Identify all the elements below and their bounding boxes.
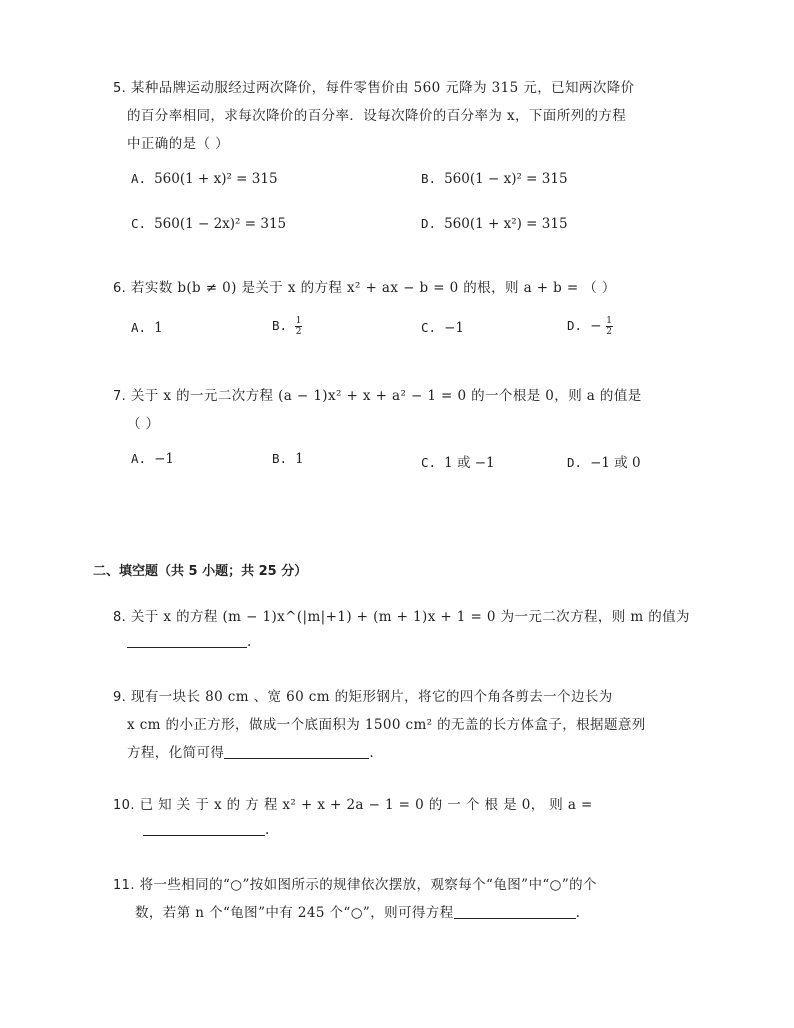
q5-line2: 的百分率相同，求每次降价的百分率．设每次降价的百分率为 x，下面所列的方程 xyxy=(127,108,627,124)
q9-answer-blank[interactable] xyxy=(224,744,369,759)
option-label: D. xyxy=(421,216,437,231)
q5-number: 5. xyxy=(113,81,127,96)
option-text: −1 xyxy=(154,451,174,467)
option-text: 560(1 + x)² = 315 xyxy=(154,171,278,187)
q10-answer-row xyxy=(143,821,269,838)
option-label: C. xyxy=(421,320,437,335)
option-label: D. xyxy=(567,455,583,470)
q6-number: 6. xyxy=(113,281,127,296)
q5-option-d[interactable] xyxy=(421,216,568,232)
q9-number: 9. xyxy=(113,690,127,705)
option-text: 1 xyxy=(295,451,304,467)
option-text: −1 xyxy=(444,320,464,336)
q11-line1 xyxy=(113,873,597,893)
minus-sign: − xyxy=(590,318,602,334)
q10-answer-blank[interactable] xyxy=(143,821,265,836)
q7-option-d[interactable] xyxy=(567,451,641,471)
q7-text-1: 关于 x 的一元二次方程 (a − 1)x² + x + a² − 1 = 0 的一个根是 0，则 a 的值是 xyxy=(130,388,642,404)
q5-option-a[interactable] xyxy=(131,171,278,187)
fraction-denominator: 2 xyxy=(295,327,302,337)
q6-line1 xyxy=(113,276,616,296)
fraction xyxy=(606,316,613,337)
option-text: 560(1 + x²) = 315 xyxy=(444,216,568,232)
q5-option-b[interactable] xyxy=(421,171,568,187)
option-label: B. xyxy=(421,171,437,186)
q7-option-a[interactable] xyxy=(131,451,174,467)
q11-number: 11. xyxy=(113,878,135,893)
q8-answer-row xyxy=(127,633,251,650)
section-heading: 二、填空题（共 5 小题；共 25 分） xyxy=(93,564,308,579)
fraction-denominator: 2 xyxy=(606,327,613,337)
option-text: 560(1 − x)² = 315 xyxy=(444,171,568,187)
q7-option-c[interactable] xyxy=(421,451,495,471)
q10-number: 10. xyxy=(113,798,135,813)
q6-option-a[interactable] xyxy=(131,320,163,336)
option-text: −1 或 0 xyxy=(590,455,641,471)
q5-line3: 中正确的是（ ） xyxy=(127,136,229,152)
q7-line2: （ ） xyxy=(127,416,160,432)
q11-line2 xyxy=(135,901,580,921)
option-label: B. xyxy=(272,451,288,466)
option-label: C. xyxy=(131,216,147,231)
q9-line3 xyxy=(127,741,374,761)
q5-option-c[interactable] xyxy=(131,216,286,232)
q9-text-3: 方程，化简可得 xyxy=(127,745,225,761)
fraction xyxy=(295,316,302,337)
q7-option-b[interactable] xyxy=(272,451,304,467)
q8-number: 8. xyxy=(113,610,127,625)
q10-text-1: 已 知 关 于 x 的 方 程 x² + x + 2a − 1 = 0 的 一 个 根 是 0， 则 a = xyxy=(139,797,593,813)
q10-end: . xyxy=(265,822,270,838)
q8-line1 xyxy=(113,605,690,625)
q9-text-1: 现有一块长 80 cm 、宽 60 cm 的矩形钢片，将它的四个角各剪去一个边长为 xyxy=(130,689,613,705)
q6-option-c[interactable] xyxy=(421,320,464,336)
q9-line2: x cm 的小正方形，做成一个底面积为 1500 cm² 的无盖的长方体盒子，根据题意列 xyxy=(127,717,646,733)
q8-answer-blank[interactable] xyxy=(127,633,247,648)
q7-line1 xyxy=(113,384,642,404)
option-label: A. xyxy=(131,171,147,186)
option-text: 560(1 − 2x)² = 315 xyxy=(154,216,287,232)
q6-option-d[interactable] xyxy=(567,316,613,337)
fraction-numerator: 1 xyxy=(295,316,302,326)
fraction-numerator: 1 xyxy=(606,316,613,326)
q9-line1 xyxy=(113,685,613,705)
option-label: A. xyxy=(131,320,147,335)
option-text: 1 或 −1 xyxy=(444,455,495,471)
q11-text-2: 数，若第 n 个“龟图”中有 245 个“○”，则可得方程 xyxy=(135,905,454,921)
option-label: B. xyxy=(272,318,288,333)
option-label: D. xyxy=(567,318,583,333)
q10-line1 xyxy=(113,793,593,813)
q5-text-1: 某种品牌运动服经过两次降价，每件零售价由 560 元降为 315 元，已知两次降价 xyxy=(130,80,635,96)
option-label: C. xyxy=(421,455,437,470)
option-label: A. xyxy=(131,451,147,466)
q6-text-1: 若实数 b(b ≠ 0) 是关于 x 的方程 x² + ax − b = 0 的根，则 a + b = （ ） xyxy=(130,280,616,296)
q9-end: . xyxy=(369,745,375,761)
q11-text-1: 将一些相同的“○”按如图所示的规律依次摆放，观察每个“龟图”中“○”的个 xyxy=(139,877,597,893)
option-text: 1 xyxy=(154,320,163,336)
q8-text-1: 关于 x 的方程 (m − 1)x^(|m|+1) + (m + 1)x + 1 = 0 为一元二次方程，则 m 的值为 xyxy=(130,609,690,625)
q7-number: 7. xyxy=(113,389,127,404)
q5-line1 xyxy=(113,76,635,96)
q6-option-b[interactable] xyxy=(272,316,302,337)
q11-end: . xyxy=(575,905,581,921)
q8-end: . xyxy=(247,634,252,650)
q11-answer-blank[interactable] xyxy=(454,904,576,919)
